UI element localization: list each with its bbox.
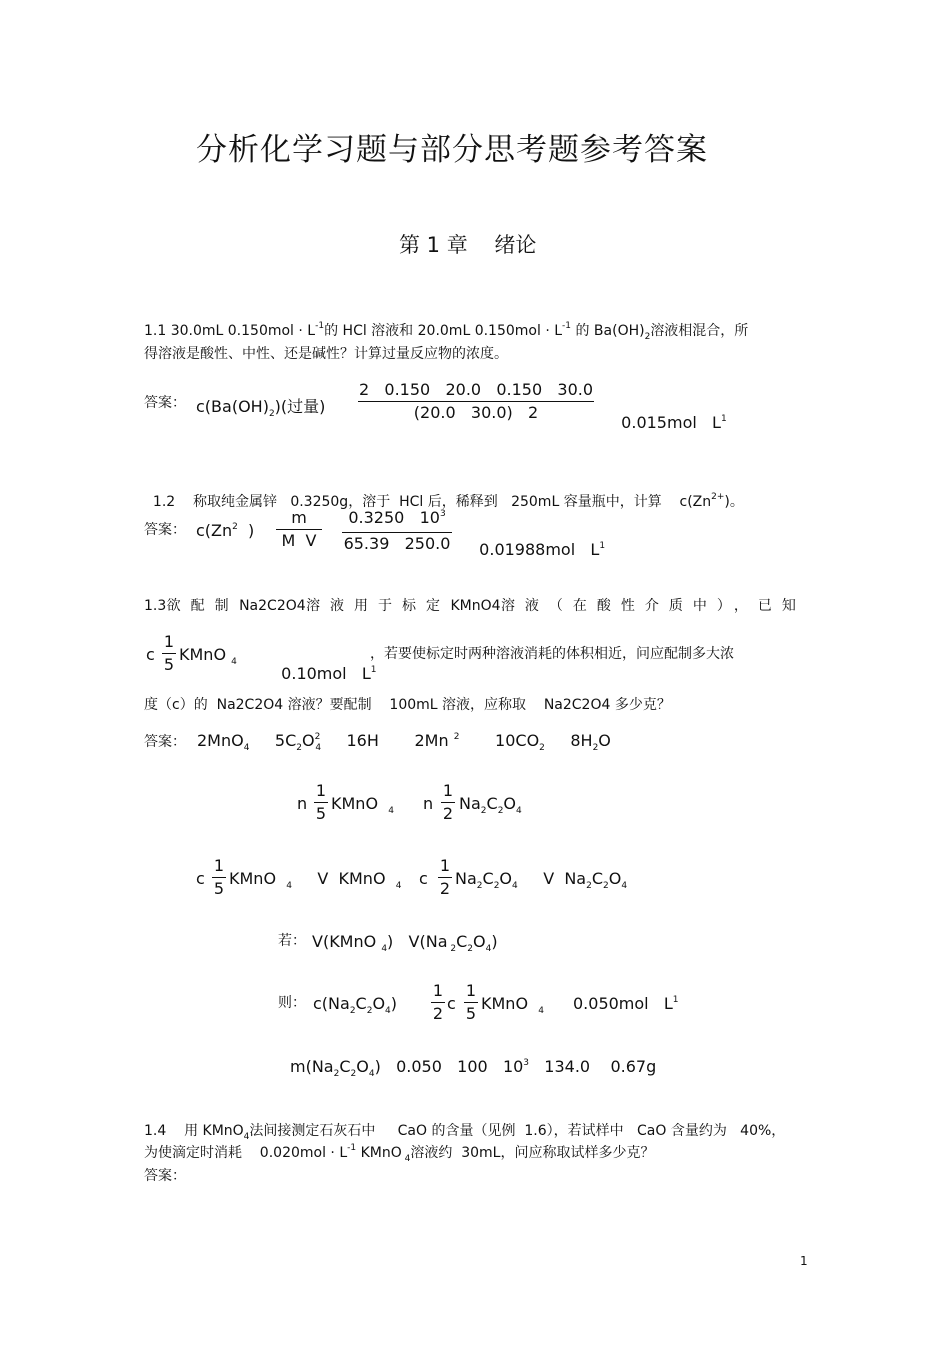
a12-f1-bar [276, 529, 322, 530]
q1-4-text-c: 为使滴定时消耗 0.020mol · L [144, 1145, 348, 1161]
q1-1-text-b: 的 HCl 溶液和 20.0mL 0.150mol · L [324, 323, 563, 339]
c-label-1: c [196, 869, 205, 888]
c-label-2: c [419, 869, 428, 888]
v-label-1: V [317, 869, 329, 888]
eq-h: 16H [346, 731, 379, 750]
v-kmno4-text: KMnO [338, 869, 386, 888]
a12-lhs-end: ) [248, 521, 255, 540]
question-1-4-line2 [144, 1142, 654, 1166]
q1-3-text-d: 溶液用于标定 [306, 598, 451, 614]
question-1-3 [144, 595, 806, 617]
answer-label-1-3: 答案： [144, 734, 186, 750]
answer-1-1-lhs [196, 394, 325, 417]
eq-h2o: 8H [570, 731, 593, 750]
answer-1-1-fraction [358, 380, 594, 423]
c-kmno4: KMnO $_4$ V KMnO $_4$ [229, 869, 402, 891]
then-c: c [447, 994, 456, 1013]
a11-result: 0.015mol L [621, 413, 721, 432]
q1-1-sup-b: -1 [562, 321, 572, 331]
a12-result-sup: 1 [599, 541, 606, 551]
q1-3-c-label: c [146, 645, 155, 664]
then-result: 0.050mol $L^1$ [573, 994, 679, 1013]
a12-f2-bar [342, 532, 452, 533]
q1-4-text-a: 1.4 用 KMnO [144, 1123, 244, 1139]
then-result-text: 0.050mol L [573, 994, 673, 1013]
document-title: 分析化学习题与部分思考题参考答案 [196, 132, 708, 168]
n-na2c2o4: $Na_2C_2O_4$ [459, 794, 522, 816]
q13-kmno4-sub: 4 [231, 657, 237, 667]
q1-2-text: 1.2 称取纯金属锌 0.3250g，溶于 HCl 后，稀释到 250mL 容量瓶中，计算 c(Zn [152, 494, 712, 510]
q13-frac-num: 1 [163, 632, 175, 651]
answer-label-1-2: 答案： [144, 522, 186, 538]
question-1-1-line2: 得溶液是酸性、中性、还是碱性？计算过量反应物的浓度。 [144, 346, 508, 362]
a12-result: 0.01988mol L [479, 540, 600, 559]
q1-3-kmno4 [179, 645, 237, 667]
t1-den: 2 [432, 1004, 444, 1023]
a11-lhs-sub: 2 [268, 409, 275, 419]
a11-numerator: 2 0.150 20.0 0.150 30.0 [358, 380, 594, 399]
if-expr-b: ) V(Na [387, 932, 448, 951]
answer-1-2-result [469, 521, 605, 559]
q1-3-one-fifth [162, 632, 176, 675]
mass-rhs: ) 0.050 100 10 [374, 1057, 524, 1076]
q1-1-sup-a: -1 [315, 321, 325, 331]
n-kmno4-text: KMnO [331, 794, 379, 813]
q1-3-conc [271, 645, 377, 683]
eq-mn: 2Mn [414, 731, 449, 750]
q1-2-end: )。 [724, 494, 744, 510]
n-kmno4: KMnO $_4$ [331, 794, 394, 816]
a12-f2-num-sup: 3 [439, 509, 446, 519]
then-lhs-text: c(Na [313, 994, 350, 1013]
q1-3-equation: 2MnO$_4$ $5C_2O^2_4$ 16H 2Mn $^2$ $10CO_2$ $8H_2O$ [197, 731, 611, 753]
mass-end: 134.0 0.67g [529, 1057, 657, 1076]
n2-num: 1 [442, 781, 454, 800]
then-kmno4-text: KMnO [481, 994, 529, 1013]
a12-f1-den: M V [281, 531, 317, 550]
c-kmno4-text: KMnO [229, 869, 277, 888]
a12-f1-num: m [291, 508, 307, 527]
a12-f2-num: 0.3250 10 [348, 508, 440, 527]
page-number: 1 [800, 1254, 808, 1268]
n-fraction-half [441, 781, 455, 824]
c-fraction-fifth [212, 856, 226, 899]
a11-fraction-bar [358, 401, 594, 402]
a11-denominator: (20.0 30.0) 2 [413, 403, 539, 422]
n-label-2: n [423, 794, 434, 813]
c1-num: 1 [213, 856, 225, 875]
if-label: 若： [278, 933, 306, 949]
eq-mno4: 2MnO [197, 731, 244, 750]
c-na2c2o4: $Na_2C_2O_4$ V $Na_2C_2O_4$ [455, 869, 628, 891]
then-fraction-fifth [464, 981, 478, 1024]
c2-den: 2 [439, 879, 451, 898]
q1-2-sup: 2+ [711, 492, 725, 502]
n-fraction-fifth [314, 781, 328, 824]
t2-num: 1 [465, 981, 477, 1000]
c-fraction-half [438, 856, 452, 899]
a11-lhs: c(Ba(OH) [196, 397, 269, 416]
q13-frac-den: 5 [163, 655, 175, 674]
q13-frac-bar [162, 653, 176, 654]
q1-3-text-b: 欲配制 [166, 598, 239, 614]
q13-kmno4: KMnO [179, 645, 227, 664]
c-na-text: Na [455, 869, 477, 888]
q1-4-text-b: 法间接测定石灰石中 CaO 的含量（见例 1.6），若试样中 CaO 含量约为 40%， [249, 1123, 786, 1139]
then-label: 则： [278, 995, 306, 1011]
answer-1-2-fraction-1 [276, 508, 322, 551]
q1-3-line3: 度（c）的 Na2C2O4 溶液？要配制 100mL 溶液，应称取 Na2C2O4 多少克？ [144, 697, 671, 713]
q1-3-text-e: KMnO4 [450, 598, 501, 614]
q1-3-text-c: Na2C2O4 [239, 598, 306, 614]
then-lhs: $c(Na_2C_2O_4)$ [313, 994, 398, 1016]
a11-result-sup: 1 [720, 414, 727, 424]
a12-lhs: c(Zn [196, 521, 233, 540]
n-label-1: n [297, 794, 308, 813]
q13-conc: 0.10mol L [281, 664, 371, 683]
q1-4-sub-b: 4 [404, 1154, 411, 1164]
answer-label-1-4: 答案： [144, 1168, 186, 1184]
q13-conc-sup: 1 [370, 665, 377, 675]
answer-1-2-fraction-2 [342, 508, 452, 554]
a11-lhs2: )(过量) [274, 397, 326, 416]
then-kmno4: KMnO $_4$ [481, 994, 544, 1016]
t2-den: 5 [465, 1004, 477, 1023]
eq-c2o4: 5C [274, 731, 297, 750]
v-na-text: Na [564, 869, 587, 888]
then-fraction-half [431, 981, 445, 1024]
q1-4-text-e: 溶液约 30mL，问应称取试样多少克？ [410, 1145, 655, 1161]
c1-den: 5 [213, 879, 225, 898]
q1-1-text-c: 的 Ba(OH) [575, 323, 645, 339]
n1-num: 1 [315, 781, 327, 800]
eq-co2: 10CO [495, 731, 540, 750]
q1-1-sub-c: 2 [644, 332, 651, 342]
answer-label-1-1: 答案： [144, 395, 186, 411]
mass-rhs-sup: 3 [523, 1058, 530, 1068]
if-expression: V(KMnO $_4$) V(Na $_2C_2O_4$) [312, 932, 498, 954]
a12-f2-den: 65.39 250.0 [343, 534, 451, 553]
mass-line: $m(Na_2C_2O_4)$ 0.050 100 $10^3$ 134.0 0.67g [290, 1057, 657, 1079]
a12-lhs-sup: 2 [232, 522, 238, 532]
c2-num: 1 [439, 856, 451, 875]
q1-3-line2-rest: ，若要使标定时两种溶液消耗的体积相近，问应配制多大浓 [370, 646, 734, 662]
t1-num: 1 [432, 981, 444, 1000]
v-label-2: V [543, 869, 555, 888]
chapter-heading: 第 1 章 绪论 [399, 233, 537, 257]
n1-den: 5 [315, 804, 327, 823]
n-na-text: Na [459, 794, 481, 813]
question-1-4 [144, 1120, 785, 1144]
q1-4-sub-a: 4 [243, 1132, 250, 1142]
answer-1-2-lhs [196, 521, 254, 540]
answer-1-1-result [611, 394, 727, 432]
q1-4-sup: -1 [347, 1143, 357, 1153]
q1-4-text-d: KMnO [360, 1145, 402, 1161]
q1-3-text-f: 溶液（在酸性介质中），已知 [500, 598, 806, 614]
mass-lhs: m(Na [290, 1057, 334, 1076]
question-1-1 [144, 320, 748, 344]
q1-3-num: 1.3 [144, 598, 167, 614]
if-expr-a: V(KMnO [312, 932, 377, 951]
q1-1-text-a: 1.1 30.0mL 0.150mol · L [144, 323, 316, 339]
q1-1-text-d: 溶液相混合，所 [650, 323, 749, 339]
n2-den: 2 [442, 804, 454, 823]
